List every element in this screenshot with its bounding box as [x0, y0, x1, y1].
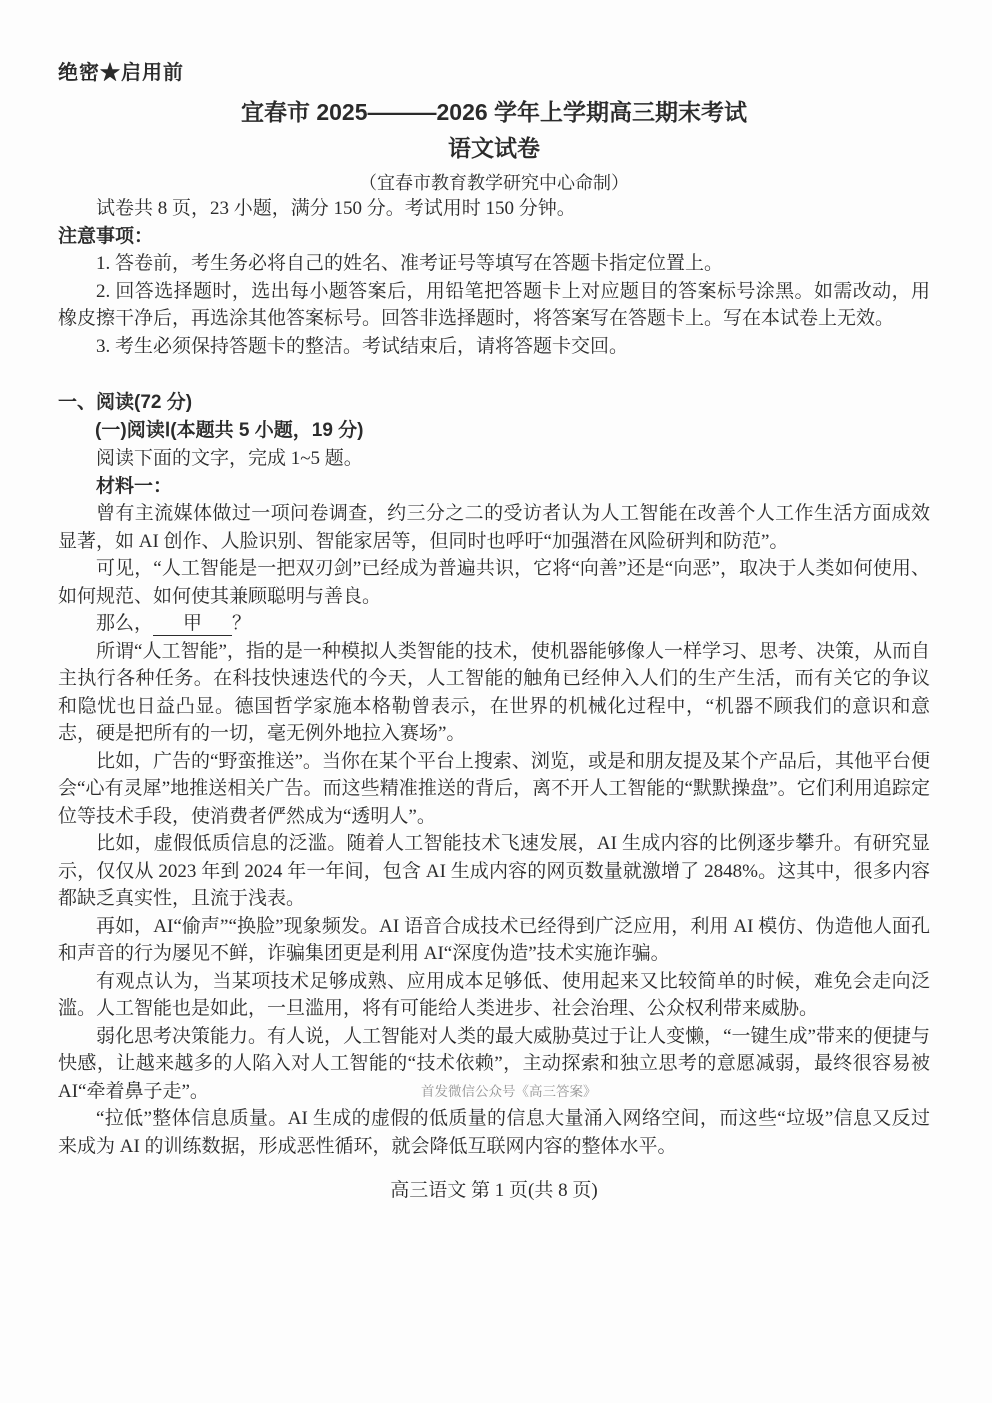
page-footer: 高三语文 第 1 页(共 8 页): [390, 1180, 598, 1201]
security-classification-label: 绝密★启用前: [58, 62, 184, 84]
subsection-heading-reading1: (一)阅读Ⅰ(本题共 5 小题，19 分): [95, 420, 364, 441]
material-body: [58, 500, 930, 1160]
material-one-heading: 材料一：: [96, 475, 173, 497]
section-heading-reading: 一、阅读(72 分): [58, 392, 193, 413]
notes-list: [58, 250, 930, 360]
material-paragraph: 比如，广告的“野蛮推送”。当你在某个平台上搜索、浏览，或是和朋友提及某个产品后，其他平台便会“心有灵犀”地推送相关广告。而这些精准推送的背后，离不开人工智能的“默默操盘”。它们利用追踪定位等技术手段，使消费者俨然成为“透明人”。: [58, 750, 930, 827]
watermark-text: 首发微信公众号《高三答案》: [421, 1084, 597, 1099]
issuer-line: （宜春市教育教学研究中心命制）: [359, 173, 629, 193]
notice-item: 3. 考生必须保持答题卡的整洁。考试结束后，请将答题卡交回。: [96, 335, 629, 357]
blank-underline: 甲: [153, 613, 232, 636]
reading-instruction: 阅读下面的文字，完成 1~5 题。: [96, 448, 363, 469]
notice-item: 1. 答卷前，考生务必将自己的姓名、准考证号等填写在答题卡指定位置上。: [96, 253, 724, 274]
material-paragraph: 有观点认为，当某项技术足够成熟、应用成本足够低、使用起来又比较简单的时候，难免会走向泛滥。人工智能也是如此，一旦滥用，将有可能给人类进步、社会治理、公众权利带来威胁。: [58, 970, 930, 1019]
exam-title: 宜春市 2025———2026 学年上学期高三期末考试: [240, 99, 748, 125]
material-paragraph: 比如，虚假低质信息的泛滥。随着人工智能技术飞速发展，AI 生成内容的比例逐步攀升。有研究显示，仅仅从 2023 年到 2024 年一年间，包含 AI 生成内容的网页数量就激增了 2848%。这其中，很多内容都缺乏真实性，且流于浅表。: [58, 833, 930, 909]
exam-info-line: 试卷共 8 页，23 小题，满分 150 分。考试用时 150 分钟。: [96, 198, 576, 219]
material-paragraph: 可见，“人工智能是一把双刃剑”已经成为普遍共识，它将“向善”还是“向恶”，取决于人类如何使用、如何规范、如何使其兼顾聪明与善良。: [58, 558, 930, 607]
fill-blank-line: 那么， 甲 ？: [96, 613, 252, 634]
material-paragraph: 所谓“人工智能”，指的是一种模拟人类智能的技术，使机器能够像人一样学习、思考、决策，从而自主执行各种任务。在科技快速迭代的今天，人工智能的触角已经伸入人们的生产生活，而有关它的争议和隐忧也日益凸显。德国哲学家施本格勒曾表示，在世界的机械化过程中，“机器不顾我们的意识和意志，硬是把所有的一切，毫无例外地拉入赛场”。: [58, 640, 930, 744]
material-paragraph: 曾有主流媒体做过一项问卷调查，约三分之二的受访者认为人工智能在改善个人工作生活方面成效显著，如 AI 创作、人脸识别、智能家居等，但同时也呼吁“加强潜在风险研判和防范”。: [58, 503, 930, 552]
notice-item: 2. 回答选择题时，选出每小题答案后，用铅笔把答题卡上对应题目的答案标号涂黑。如需改动，用橡皮擦干净后，再选涂其他答案标号。回答非选择题时，将答案写在答题卡上。写在本试卷上无效。: [58, 280, 930, 329]
notes-heading: 注意事项：: [58, 225, 154, 247]
material-paragraph: 弱化思考决策能力。有人说，人工智能对人类的最大威胁莫过于让人变懒，“一键生成”带来的便捷与快感，让越来越多的人陷入对人工智能的“技术依赖”，主动探索和独立思考的意愿减弱，最终很容易被 AI“牵着鼻子走”。: [58, 1025, 930, 1102]
material-paragraph: “拉低”整体信息质量。AI 生成的虚假的低质量的信息大量涌入网络空间，而这些“垃圾”信息又反过来成为 AI 的训练数据，形成恶性循环，就会降低互联网内容的整体水平。: [58, 1108, 930, 1157]
subject-title: 语文试卷: [448, 135, 540, 161]
material-paragraph: 再如，AI“偷声”“换脸”现象频发。AI 语音合成技术已经得到广泛应用，利用 AI 模仿、伪造他人面孔和声音的行为屡见不鲜，诈骗集团更是利用 AI“深度伪造”技术实施诈骗。: [58, 915, 930, 964]
